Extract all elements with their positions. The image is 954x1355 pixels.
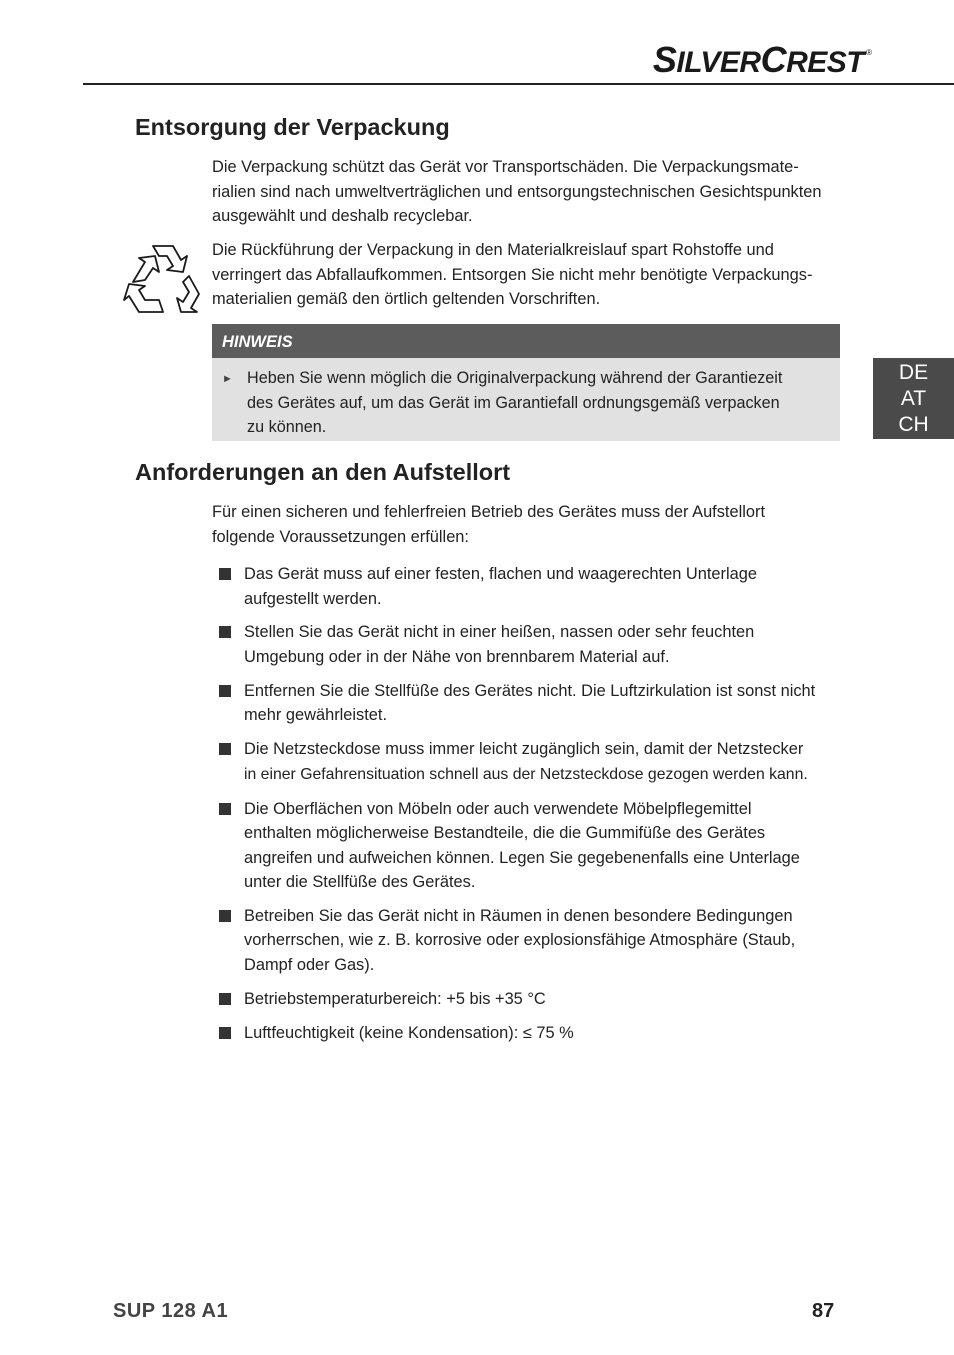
lang-at: AT xyxy=(900,386,927,410)
paragraph-verpackung-2: Die Rückführung der Verpackung in den Materialkreislauf spart Rohstoffe und verringert das Abfallaufkommen. Entsorgen Sie nicht mehr benötigte Verpackungs- materialien gemäß den örtlich geltenden Vorschriften. xyxy=(212,241,813,308)
hinweis-box xyxy=(212,324,840,441)
list-item: Die Oberflächen von Möbeln oder auch verwendete Möbelpflegemittel enthalten möglicherweise Bestandteile, die die Gummifüße des Gerätes angreifen und aufweichen können. Legen Sie gegebenenfalls eine Unterlage unter die Stellfüße des Gerätes. xyxy=(212,797,844,895)
recycle-icon xyxy=(123,240,203,318)
bullet-square-icon xyxy=(219,685,231,697)
section-title-aufstellort: Anforderungen an den Aufstellort xyxy=(135,459,511,485)
requirements-list xyxy=(212,562,844,1055)
bullet-square-icon xyxy=(219,1027,231,1039)
bullet-square-icon xyxy=(219,993,231,1005)
list-item: Betriebstemperaturbereich: +5 bis +35 °C xyxy=(212,987,844,1012)
bullet-square-icon xyxy=(219,626,231,638)
header-rule xyxy=(83,83,954,85)
registered-mark: ® xyxy=(866,48,872,57)
list-item: Das Gerät muss auf einer festen, flachen und waagerechten Unterlage aufgestellt werden. xyxy=(212,562,844,611)
list-item: Stellen Sie das Gerät nicht in einer heißen, nassen oder sehr feuchten Umgebung oder in der Nähe von brennbarem Material auf. xyxy=(212,620,844,669)
list-item: Entfernen Sie die Stellfüße des Gerätes nicht. Die Luftzirkulation ist sonst nicht mehr gewährleistet. xyxy=(212,679,844,728)
language-tab xyxy=(873,358,954,439)
arrow-right-icon: ► xyxy=(222,373,233,385)
paragraph-verpackung-1: Die Verpackung schützt das Gerät vor Transportschäden. Die Verpackungsmate- rialien sind nach umweltverträglichen und entsorgungstechnischen Gesichtspunkten ausgewählt und deshalb recyclebar. xyxy=(212,158,822,225)
list-item: Die Netzsteckdose muss immer leicht zugänglich sein, damit der Netzstecker in einer Gefahrensituation schnell aus der Netzsteckdose gezogen werden kann. xyxy=(212,737,844,787)
bullet-square-icon xyxy=(219,910,231,922)
brand-wordmark: SILVERCREST xyxy=(652,39,865,80)
footer-model-number: SUP 128 A1 xyxy=(113,1300,229,1322)
hinweis-text: ► Heben Sie wenn möglich die Originalverpackung während der Garantiezeit des Gerätes auf, um das Gerät im Garantiefall ordnungsgemäß verpacken zu können. xyxy=(222,369,783,436)
bullet-square-icon xyxy=(219,803,231,815)
page-number: 87 xyxy=(812,1300,835,1322)
bullet-square-icon xyxy=(219,568,231,580)
brand-logo xyxy=(653,38,872,78)
list-item: Betreiben Sie das Gerät nicht in Räumen in denen besondere Bedingungen vorherrschen, wie z. B. korrosive oder explosionsfähige Atmosphäre (Staub, Dampf oder Gas). xyxy=(212,904,844,978)
hinweis-title: HINWEIS xyxy=(212,324,840,358)
bullet-square-icon xyxy=(219,743,231,755)
section-title-verpackung: Entsorgung der Verpackung xyxy=(135,114,450,140)
lang-ch: CH xyxy=(898,412,929,436)
paragraph-aufstellort-intro: Für einen sicheren und fehlerfreien Betrieb des Gerätes muss der Aufstellort folgende Voraussetzungen erfüllen: xyxy=(212,503,766,546)
lang-de: DE xyxy=(898,360,929,384)
list-item: Luftfeuchtigkeit (keine Kondensation): ≤ 75 % xyxy=(212,1021,844,1046)
